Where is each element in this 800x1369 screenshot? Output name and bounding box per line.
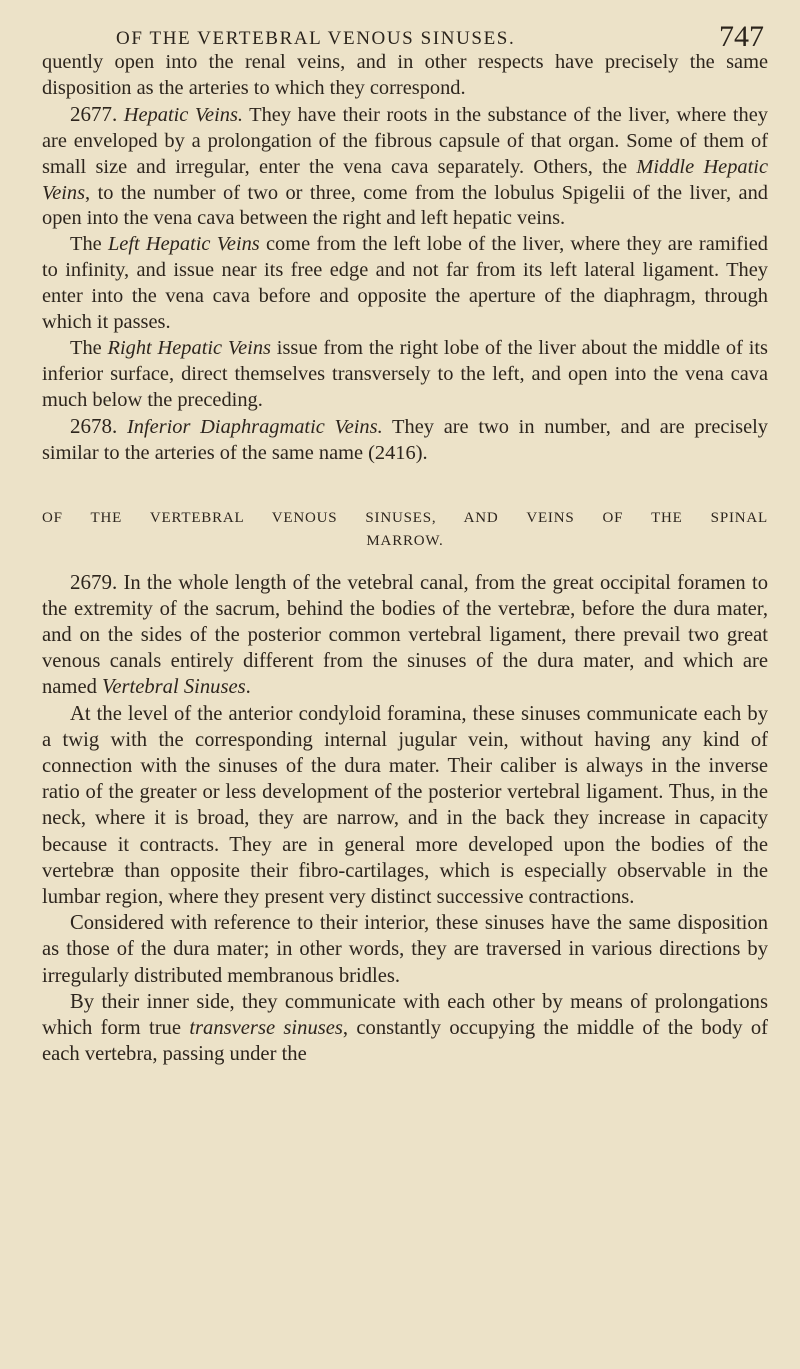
- term-middle-hepatic-veins: Middle Hepatic Veins: [42, 155, 768, 204]
- paragraph-2679-vertebral-sinuses: 2679. In the whole length of the vetebral canal, from the great occipital foramen to the extremity of the sacrum, behind the bodies of the vertebræ, before the dura mater, and on the sides of the posterior common vertebral ligament, there prevail two great venous canals entirely different from the sinuses of the dura mater, and which are named Vertebral Sinuses.: [42, 569, 768, 699]
- paragraph-2677-hepatic-veins: 2677. Hepatic Veins. They have their roots in the substance of the liver, where they are enveloped by a prolongation of the fibrous capsule of that organ. Some of them of small size and irregular, enter the vena cava separately. Others, the Middle Hepatic Veins, to the number of two or three, come from the lobulus Spigelii of the liver, and open into the vena cava between the right and left hepatic veins.: [42, 101, 768, 230]
- paragraph-title: Hepatic Veins.: [123, 103, 243, 126]
- paragraph-left-hepatic-veins: The Left Hepatic Veins come from the left lobe of the liver, where they are ramified to infinity, and issue near its free edge and not far from its left lateral ligament. They enter into the vena cava before and opposite the aperture of the diaphragm, through which it passes.: [42, 233, 768, 334]
- paragraph-number: 2678.: [70, 413, 118, 438]
- paragraph-interior-disposition: Considered with reference to their interior, these sinuses have the same disposition as those of the dura mater; in other words, they are traversed in various directions by irregularly distributed membranous bridles.: [42, 912, 768, 987]
- section-heading-line-1: OF THE VERTEBRAL VENOUS SINUSES, AND VEINS OF THE SPINAL: [42, 509, 768, 526]
- paragraph-number: 2677.: [70, 101, 118, 126]
- term-left-hepatic-veins: Left Hepatic Veins: [107, 233, 260, 256]
- paragraph-renal-continuation: quently open into the renal veins, and in other respects have precisely the same disposition as the arteries to which they correspond.: [42, 51, 768, 99]
- term-right-hepatic-veins: Right Hepatic Veins: [107, 336, 271, 359]
- section-heading-line-2: MARROW.: [366, 532, 444, 549]
- term-vertebral-sinuses: Vertebral Sinuses: [102, 676, 246, 699]
- paragraph-transverse-sinuses: By their inner side, they communicate with each other by means of prolongations which form true transverse sinuses, constantly occupying the middle of the body of each vertebra, passing under the: [42, 990, 768, 1066]
- section-heading: [42, 507, 768, 553]
- running-head: [42, 6, 768, 53]
- term-transverse-sinuses: transverse sinuses: [189, 1016, 343, 1039]
- text-block-upper: [42, 50, 768, 467]
- paragraph-number: 2679.: [70, 569, 118, 594]
- text-block-lower: [42, 569, 768, 1068]
- paragraph-right-hepatic-veins: The Right Hepatic Veins issue from the right lobe of the liver about the middle of its inferior surface, direct themselves transversely to the left, and open into the vena cava much below the preceding.: [42, 336, 768, 411]
- paragraph-condyloid-foramina: At the level of the anterior condyloid foramina, these sinuses communicate each by a twig with the corresponding internal jugular vein, without having any kind of connection with the sinuses of the dura mater. Their caliber is always in the inverse ratio of the greater or less development of the posterior vertebral ligament. Thus, in the neck, where it is broad, they are narrow, and in the back they increase in capacity because it contracts. They are in general more developed upon the bodies of the vertebræ than opposite their fibro-cartilages, which is especially observable in the lumbar region, where they present very distinct successive contractions.: [42, 702, 768, 908]
- page-number: 747: [719, 20, 764, 53]
- paragraph-title: Inferior Diaphragmatic Veins.: [127, 415, 383, 438]
- paragraph-2678-diaphragmatic-veins: 2678. Inferior Diaphragmatic Veins. They are two in number, and are precisely similar to the arteries of the same name (2416).: [42, 413, 768, 464]
- running-title: OF THE VERTEBRAL VENOUS SINUSES.: [116, 28, 516, 49]
